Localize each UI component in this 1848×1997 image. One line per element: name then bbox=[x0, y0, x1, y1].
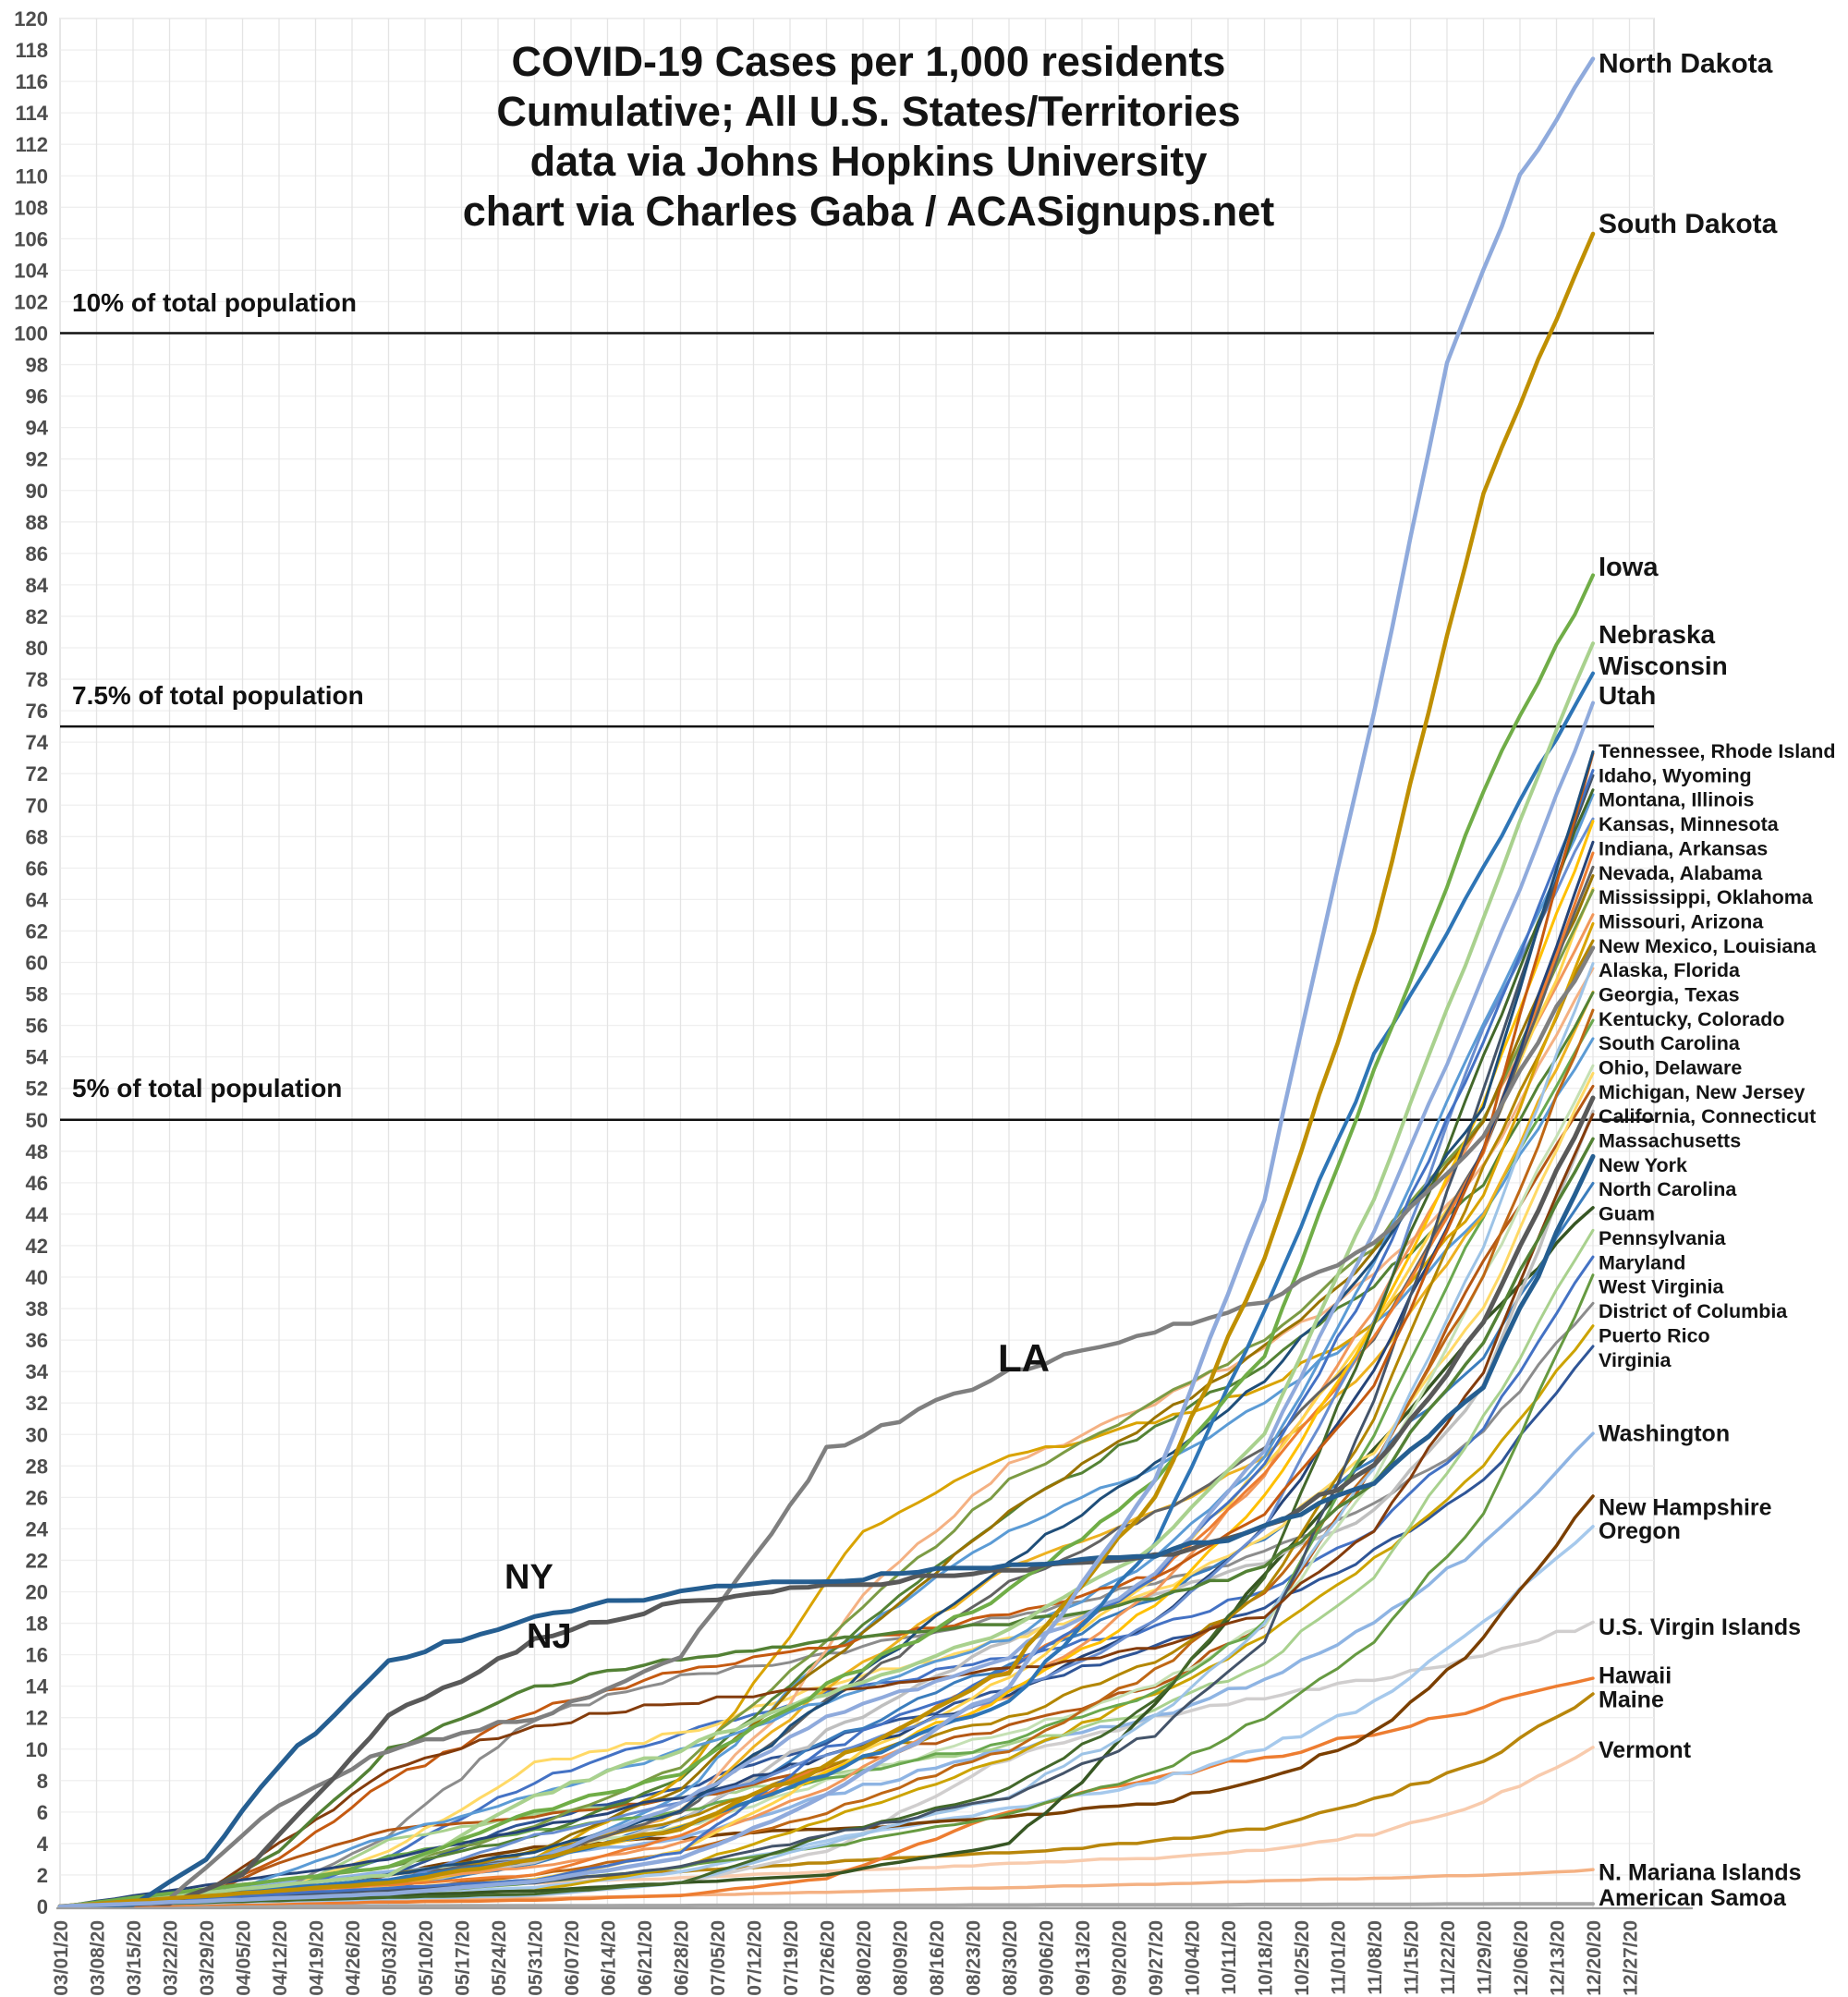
chart-title-line-4: chart via Charles Gaba / ACASignups.net bbox=[462, 188, 1275, 235]
y-tick-86: 86 bbox=[25, 542, 48, 566]
chart-title-line-2: Cumulative; All U.S. States/Territories bbox=[496, 88, 1241, 135]
end-label-hawaii: Hawaii bbox=[1599, 1662, 1672, 1689]
end-label-district-of-columbia: District of Columbia bbox=[1599, 1300, 1788, 1323]
x-tick-05-03-20: 05/03/20 bbox=[379, 1920, 401, 1996]
y-tick-52: 52 bbox=[25, 1077, 48, 1101]
y-tick-54: 54 bbox=[25, 1045, 48, 1069]
end-label-south-carolina: South Carolina bbox=[1599, 1032, 1740, 1055]
x-tick-06-21-20: 06/21/20 bbox=[635, 1920, 656, 1996]
x-tick-05-24-20: 05/24/20 bbox=[489, 1920, 510, 1996]
y-tick-20: 20 bbox=[25, 1580, 48, 1604]
end-label-maryland: Maryland bbox=[1599, 1251, 1686, 1274]
end-label-missouri-arizona: Missouri, Arizona bbox=[1599, 910, 1764, 933]
x-tick-12-27-20: 12/27/20 bbox=[1620, 1920, 1642, 1996]
y-tick-118: 118 bbox=[15, 39, 48, 63]
end-label-new-hampshire: New Hampshire bbox=[1599, 1494, 1772, 1521]
y-tick-98: 98 bbox=[25, 353, 48, 377]
end-label-montana-illinois: Montana, Illinois bbox=[1599, 788, 1755, 811]
end-label-south-dakota: South Dakota bbox=[1599, 209, 1778, 240]
x-axis-tick-labels bbox=[51, 1920, 1642, 1996]
y-tick-112: 112 bbox=[15, 133, 48, 157]
end-label-utah: Utah bbox=[1599, 681, 1657, 711]
x-tick-09-20-20: 09/20/20 bbox=[1109, 1920, 1131, 1996]
inline-label-nj: NJ bbox=[527, 1617, 572, 1656]
x-tick-05-17-20: 05/17/20 bbox=[452, 1920, 474, 1996]
x-tick-08-02-20: 08/02/20 bbox=[854, 1920, 875, 1996]
x-tick-03-01-20: 03/01/20 bbox=[51, 1920, 72, 1996]
end-label-kansas-minnesota: Kansas, Minnesota bbox=[1599, 813, 1779, 836]
x-tick-10-04-20: 10/04/20 bbox=[1182, 1920, 1204, 1996]
end-label-indiana-arkansas: Indiana, Arkansas bbox=[1599, 837, 1769, 860]
end-label-maine: Maine bbox=[1599, 1686, 1664, 1713]
x-tick-10-18-20: 10/18/20 bbox=[1255, 1920, 1277, 1996]
x-tick-08-16-20: 08/16/20 bbox=[927, 1920, 948, 1996]
y-tick-100: 100 bbox=[14, 322, 48, 346]
end-label-puerto-rico: Puerto Rico bbox=[1599, 1324, 1710, 1347]
end-label-american-samoa: American Samoa bbox=[1599, 1884, 1786, 1911]
x-tick-10-11-20: 10/11/20 bbox=[1219, 1920, 1240, 1995]
x-tick-08-09-20: 08/09/20 bbox=[890, 1920, 912, 1996]
y-tick-114: 114 bbox=[15, 102, 48, 126]
end-label-idaho-wyoming: Idaho, Wyoming bbox=[1599, 764, 1752, 787]
end-label-guam: Guam bbox=[1599, 1202, 1655, 1225]
x-tick-12-06-20: 12/06/20 bbox=[1511, 1920, 1532, 1996]
x-tick-07-19-20: 07/19/20 bbox=[781, 1920, 802, 1996]
x-tick-07-26-20: 07/26/20 bbox=[817, 1920, 839, 1996]
x-tick-06-28-20: 06/28/20 bbox=[671, 1920, 693, 1996]
y-tick-66: 66 bbox=[25, 857, 48, 881]
y-tick-68: 68 bbox=[25, 825, 48, 849]
y-tick-82: 82 bbox=[25, 604, 48, 628]
y-tick-90: 90 bbox=[25, 479, 48, 503]
y-tick-72: 72 bbox=[25, 762, 48, 786]
inline-label-la: LA bbox=[998, 1336, 1050, 1380]
y-tick-106: 106 bbox=[14, 227, 48, 251]
end-label-nevada-alabama: Nevada, Alabama bbox=[1599, 861, 1763, 884]
y-tick-70: 70 bbox=[25, 794, 48, 818]
y-tick-16: 16 bbox=[25, 1643, 48, 1667]
y-tick-26: 26 bbox=[25, 1486, 48, 1510]
x-tick-09-06-20: 09/06/20 bbox=[1036, 1920, 1058, 1996]
end-label-washington: Washington bbox=[1599, 1420, 1731, 1447]
x-tick-06-07-20: 06/07/20 bbox=[562, 1920, 583, 1996]
y-tick-60: 60 bbox=[25, 951, 48, 975]
y-tick-120: 120 bbox=[14, 7, 48, 30]
x-tick-08-23-20: 08/23/20 bbox=[963, 1920, 985, 1996]
y-tick-80: 80 bbox=[25, 637, 48, 660]
y-tick-10: 10 bbox=[25, 1737, 48, 1761]
end-label-n-mariana-islands: N. Mariana Islands bbox=[1599, 1859, 1802, 1886]
chart-title-line-3: data via Johns Hopkins University bbox=[529, 138, 1208, 185]
y-tick-38: 38 bbox=[25, 1297, 48, 1321]
x-tick-11-08-20: 11/08/20 bbox=[1365, 1920, 1386, 1995]
y-tick-14: 14 bbox=[25, 1674, 48, 1699]
y-tick-4: 4 bbox=[36, 1832, 48, 1856]
x-tick-03-22-20: 03/22/20 bbox=[160, 1920, 182, 1996]
x-tick-08-30-20: 08/30/20 bbox=[1000, 1920, 1021, 1996]
y-tick-8: 8 bbox=[36, 1769, 48, 1793]
x-tick-11-29-20: 11/29/20 bbox=[1474, 1920, 1496, 1995]
y-tick-64: 64 bbox=[25, 888, 48, 912]
y-tick-78: 78 bbox=[25, 668, 48, 692]
end-label-vermont: Vermont bbox=[1599, 1736, 1692, 1763]
y-tick-62: 62 bbox=[25, 919, 48, 944]
y-tick-94: 94 bbox=[25, 416, 48, 440]
y-tick-36: 36 bbox=[25, 1329, 48, 1353]
x-tick-03-29-20: 03/29/20 bbox=[197, 1920, 218, 1996]
end-label-pennsylvania: Pennsylvania bbox=[1599, 1227, 1726, 1250]
ref-line-label-5pct: 5% of total population bbox=[72, 1074, 343, 1102]
x-tick-11-15-20: 11/15/20 bbox=[1401, 1920, 1423, 1995]
y-tick-30: 30 bbox=[25, 1423, 48, 1447]
y-tick-42: 42 bbox=[25, 1234, 48, 1258]
y-tick-12: 12 bbox=[25, 1706, 48, 1730]
inline-label-ny: NY bbox=[505, 1558, 553, 1597]
y-tick-56: 56 bbox=[25, 1014, 48, 1038]
y-tick-24: 24 bbox=[25, 1517, 48, 1541]
x-tick-04-19-20: 04/19/20 bbox=[306, 1920, 328, 1996]
end-label-mississippi-oklahoma: Mississippi, Oklahoma bbox=[1599, 886, 1813, 909]
y-tick-48: 48 bbox=[25, 1139, 48, 1163]
y-tick-46: 46 bbox=[25, 1171, 48, 1195]
x-tick-11-22-20: 11/22/20 bbox=[1438, 1920, 1459, 1995]
end-label-massachusetts: Massachusetts bbox=[1599, 1129, 1742, 1152]
y-tick-28: 28 bbox=[25, 1455, 48, 1479]
x-tick-07-05-20: 07/05/20 bbox=[708, 1920, 729, 1996]
y-tick-6: 6 bbox=[36, 1800, 48, 1824]
end-label-alaska-florida: Alaska, Florida bbox=[1599, 959, 1740, 982]
end-label-u-s-virgin-islands: U.S. Virgin Islands bbox=[1599, 1613, 1802, 1640]
y-tick-74: 74 bbox=[25, 731, 48, 755]
y-tick-102: 102 bbox=[14, 290, 48, 314]
x-tick-07-12-20: 07/12/20 bbox=[744, 1920, 766, 1996]
x-tick-04-12-20: 04/12/20 bbox=[270, 1920, 291, 1996]
end-label-new-york: New York bbox=[1599, 1154, 1687, 1177]
x-tick-03-15-20: 03/15/20 bbox=[124, 1920, 145, 1996]
x-tick-05-10-20: 05/10/20 bbox=[416, 1920, 437, 1996]
y-tick-92: 92 bbox=[25, 447, 48, 471]
x-tick-04-05-20: 04/05/20 bbox=[233, 1920, 255, 1996]
x-tick-04-26-20: 04/26/20 bbox=[343, 1920, 364, 1996]
end-label-new-mexico-louisiana: New Mexico, Louisiana bbox=[1599, 934, 1817, 957]
x-tick-11-01-20: 11/01/20 bbox=[1328, 1920, 1350, 1995]
y-tick-34: 34 bbox=[25, 1360, 48, 1384]
end-label-kentucky-colorado: Kentucky, Colorado bbox=[1599, 1007, 1785, 1030]
y-tick-44: 44 bbox=[25, 1202, 48, 1226]
end-label-tennessee-rhode-island: Tennessee, Rhode Island bbox=[1599, 740, 1836, 763]
x-tick-12-20-20: 12/20/20 bbox=[1584, 1920, 1605, 1996]
chart-title bbox=[305, 37, 1432, 237]
y-tick-18: 18 bbox=[25, 1612, 48, 1636]
x-tick-03-08-20: 03/08/20 bbox=[87, 1920, 109, 1996]
y-tick-50: 50 bbox=[25, 1108, 48, 1132]
x-tick-09-27-20: 09/27/20 bbox=[1146, 1920, 1167, 1996]
ref-line-label-10pct: 10% of total population bbox=[72, 288, 357, 317]
x-tick-06-14-20: 06/14/20 bbox=[598, 1920, 620, 1996]
x-tick-09-13-20: 09/13/20 bbox=[1073, 1920, 1094, 1996]
end-label-california-connecticut: California, Connecticut bbox=[1599, 1105, 1817, 1128]
y-tick-32: 32 bbox=[25, 1392, 48, 1416]
end-label-wisconsin: Wisconsin bbox=[1599, 651, 1728, 680]
x-tick-12-13-20: 12/13/20 bbox=[1547, 1920, 1569, 1996]
end-label-virginia: Virginia bbox=[1599, 1348, 1672, 1371]
end-label-georgia-texas: Georgia, Texas bbox=[1599, 983, 1740, 1006]
y-tick-116: 116 bbox=[15, 70, 48, 94]
x-tick-10-25-20: 10/25/20 bbox=[1292, 1920, 1313, 1996]
y-tick-96: 96 bbox=[25, 384, 48, 408]
y-tick-2: 2 bbox=[36, 1863, 48, 1887]
y-tick-84: 84 bbox=[25, 573, 48, 597]
y-tick-22: 22 bbox=[25, 1549, 48, 1573]
end-label-michigan-new-jersey: Michigan, New Jersey bbox=[1599, 1080, 1805, 1103]
end-label-nebraska: Nebraska bbox=[1599, 619, 1716, 649]
y-tick-0: 0 bbox=[36, 1895, 48, 1918]
y-tick-40: 40 bbox=[25, 1266, 48, 1289]
y-tick-104: 104 bbox=[14, 259, 48, 283]
y-axis-tick-labels bbox=[14, 7, 48, 1918]
ref-line-label-7-5pct: 7.5% of total population bbox=[72, 681, 364, 710]
end-label-west-virginia: West Virginia bbox=[1599, 1275, 1724, 1298]
end-label-north-carolina: North Carolina bbox=[1599, 1178, 1737, 1201]
y-tick-58: 58 bbox=[25, 982, 48, 1006]
chart-title-line-1: COVID-19 Cases per 1,000 residents bbox=[511, 38, 1226, 85]
end-label-oregon: Oregon bbox=[1599, 1518, 1681, 1545]
y-tick-108: 108 bbox=[14, 196, 48, 220]
x-tick-05-31-20: 05/31/20 bbox=[525, 1920, 547, 1996]
end-label-north-dakota: North Dakota bbox=[1599, 48, 1773, 79]
end-label-iowa: Iowa bbox=[1599, 552, 1659, 582]
end-label-ohio-delaware: Ohio, Delaware bbox=[1599, 1056, 1743, 1079]
y-tick-110: 110 bbox=[15, 164, 48, 189]
y-tick-76: 76 bbox=[25, 700, 48, 724]
y-tick-88: 88 bbox=[25, 510, 48, 534]
